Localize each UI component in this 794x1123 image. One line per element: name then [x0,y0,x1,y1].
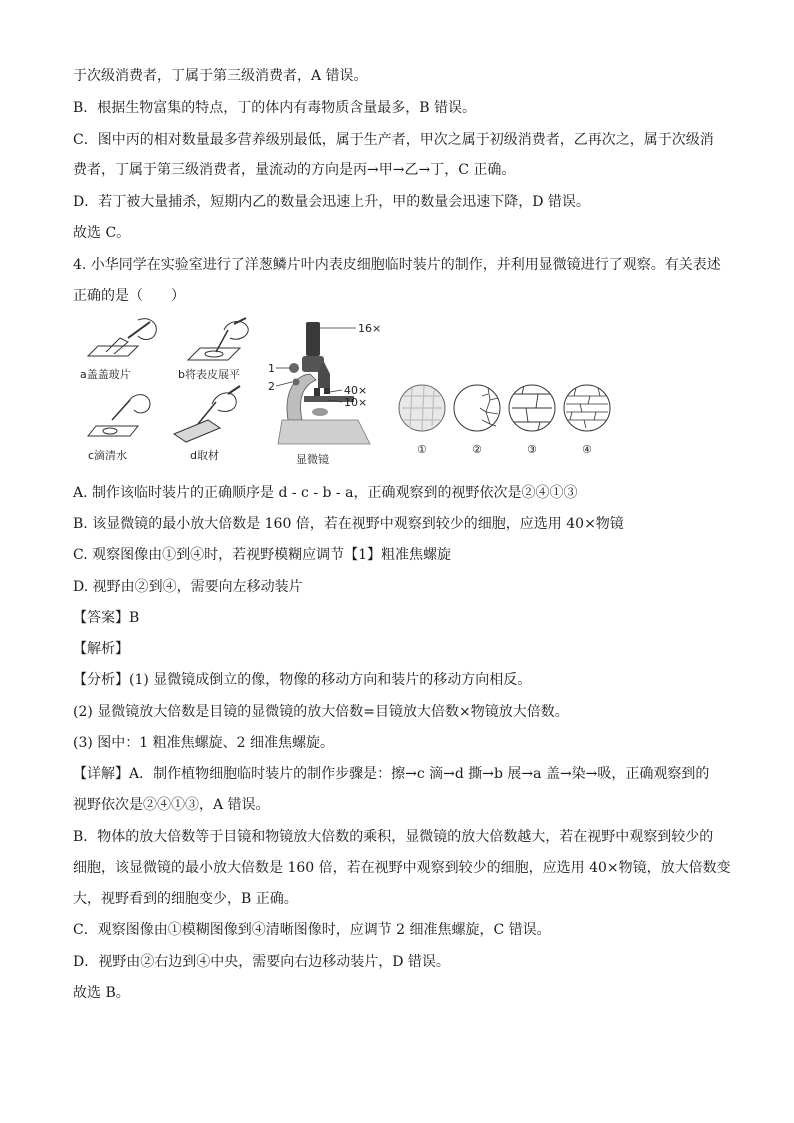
text-line: 故选 C。 [73,225,131,241]
step-c-label: c滴清水 [88,449,128,462]
answer-line: 【答案】B [73,610,140,626]
part-2-label: 2 [268,380,275,393]
analysis-line: (3) 图中：1 粗准焦螺旋、2 细准焦螺旋。 [73,735,334,751]
option-c: C. 观察图像由①到④时，若视野模糊应调节【1】粗准焦螺旋 [73,547,452,563]
text-line: 于次级消费者，丁属于第三级消费者，A 错误。 [73,68,368,84]
view-1-label: ① [417,443,427,456]
analysis-line: 视野依次是②④①③，A 错误。 [73,797,270,813]
microscope-illustration [276,322,370,444]
option-d: D. 视野由②到④，需要向左移动装片 [73,579,303,595]
eyepiece-magnification: 16× [358,322,382,335]
step-d-illustration [174,386,240,442]
analysis-line: D．视野由②右边到④中央，需要向右边移动装片，D 错误。 [73,954,450,970]
step-b-illustration [188,318,248,360]
part-1-label: 1 [268,362,275,375]
option-a: A. 制作该临时装片的正确顺序是 d - c - b - a，正确观察到的视野依次是②④①③ [73,485,578,501]
analysis-line: 【分析】(1) 显微镜成倒立的像，物像的移动方向和装片的移动方向相反。 [73,672,532,688]
objective-low-magnification: 10× [344,396,368,409]
step-a-label: a盖盖玻片 [80,368,131,381]
experiment-figure [78,316,638,468]
step-d-label: d取材 [190,449,219,462]
step-c-illustration [88,395,150,436]
analysis-line: (2) 显微镜放大倍数是目镜的显微镜的放大倍数=目镜放大倍数×物镜放大倍数。 [73,704,569,720]
text-line: 费者，丁属于第三级消费者，量流动的方向是丙→甲→乙→丁，C 正确。 [73,162,516,178]
step-b-label: b将表皮展平 [178,368,240,381]
analysis-line: C．观察图像由①模糊图像到④清晰图像时，应调节 2 细准焦螺旋，C 错误。 [73,922,551,938]
analysis-line: 【详解】A．制作植物细胞临时装片的制作步骤是：擦→c 滴→d 撕→b 展→a 盖→染→吸，正确观察到的 [73,766,710,782]
question-stem: 4. 小华同学在实验室进行了洋葱鳞片叶内表皮细胞临时装片的制作，并利用显微镜进行了观察。有关表述 [73,257,721,273]
text-line: B．根据生物富集的特点，丁的体内有毒物质含量最多，B 错误。 [73,100,477,116]
view-2-label: ② [472,443,482,456]
question-stem: 正确的是（ ） [73,288,185,304]
option-b: B. 该显微镜的最小放大倍数是 160 倍，若在视野中观察到较少的细胞，应选用 40×物镜 [73,516,624,532]
objective-high-magnification: 40× [344,384,368,397]
step-a-illustration [88,319,156,356]
view-2-right-edge [454,385,500,431]
analysis-line: 大，视野看到的细胞变少，B 正确。 [73,891,298,907]
text-line: C．图中丙的相对数量最多营养级别最低，属于生产者，甲次之属于初级消费者，乙再次之，属于次级消 [73,132,714,148]
view-1-blurry [399,385,445,431]
analysis-line: 细胞，该显微镜的最小放大倍数是 160 倍，若在视野中观察到较少的细胞，应选用 40×物镜，放大倍数变 [73,860,731,876]
text-line: D．若丁被大量捕杀，短期内乙的数量会迅速上升，甲的数量会迅速下降，D 错误。 [73,194,590,210]
analysis-line: B．物体的放大倍数等于目镜和物镜放大倍数的乘积，显微镜的放大倍数越大，若在视野中观察到较少的 [73,829,714,845]
view-4-many-cells [564,385,610,431]
view-3-label: ③ [527,443,537,456]
analysis-line: 故选 B。 [73,985,130,1001]
microscope-label: 显微镜 [296,453,329,466]
analysis-title: 【解析】 [73,641,129,657]
view-3-few-cells [509,385,555,431]
view-4-label: ④ [582,443,592,456]
